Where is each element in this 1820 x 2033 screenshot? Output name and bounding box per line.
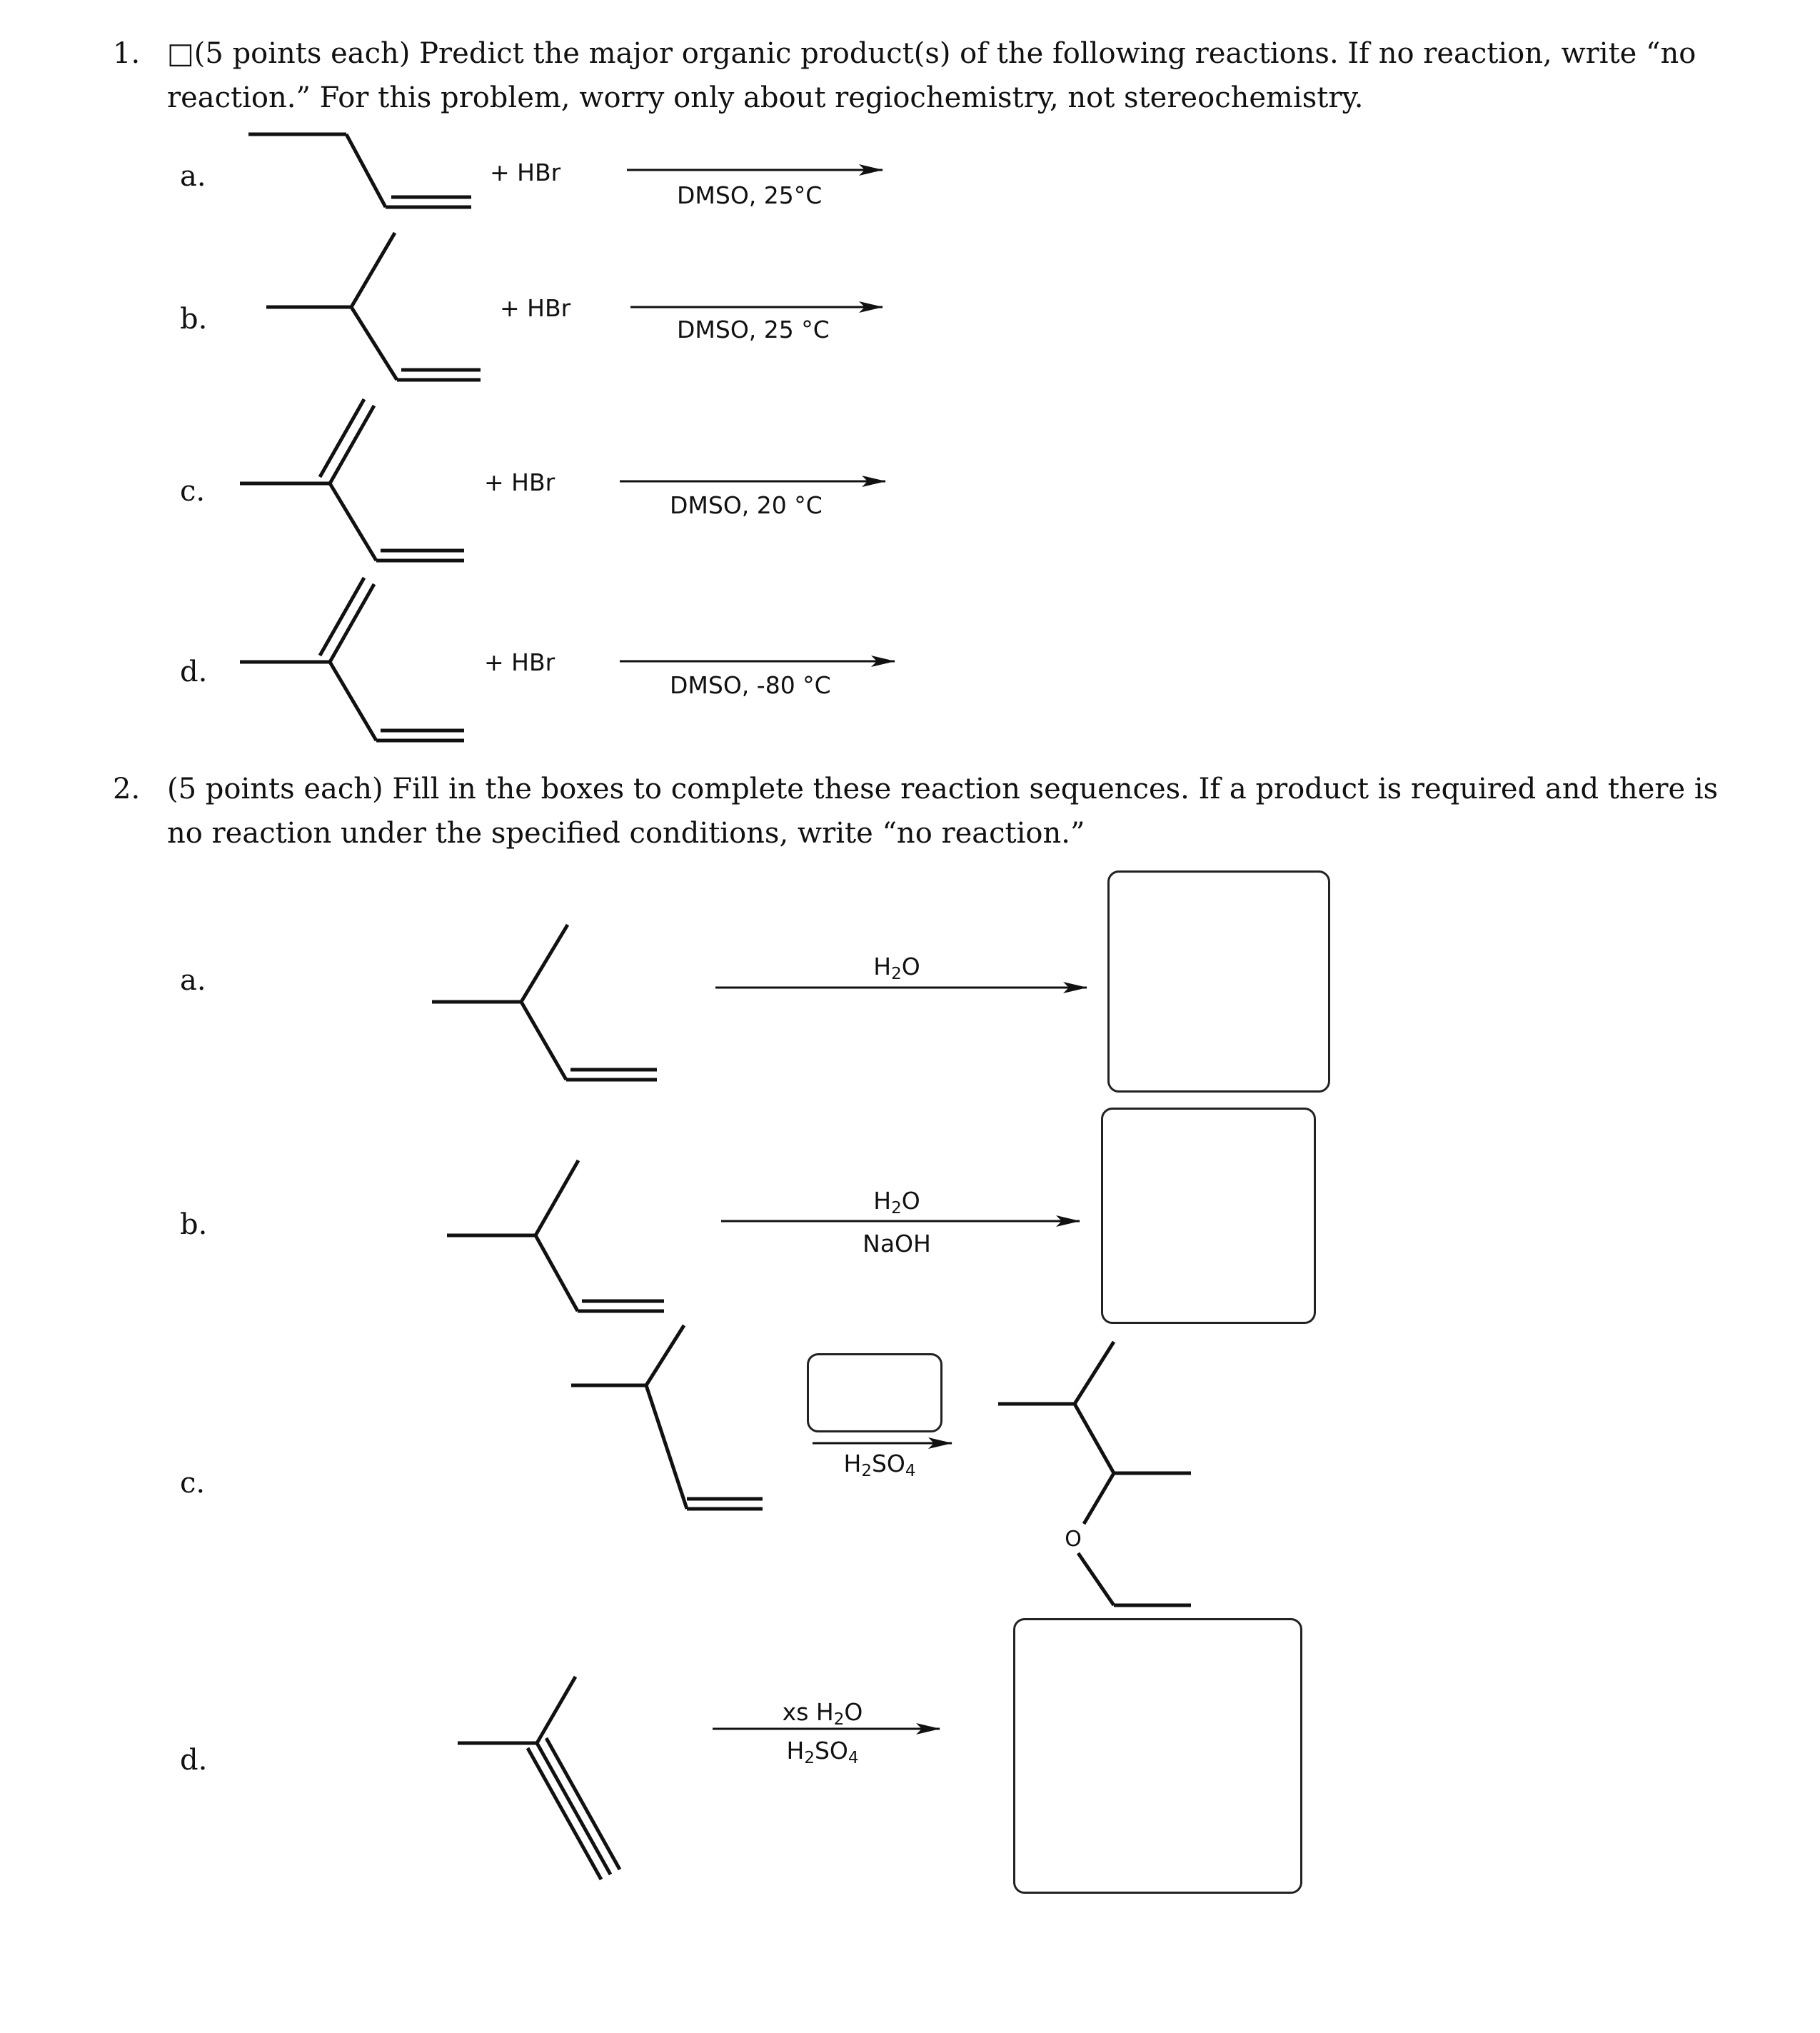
q1b-label: b.: [180, 303, 208, 336]
question-1-number: 1.: [113, 37, 141, 70]
q2c-product-oxygen: O: [1065, 1527, 1082, 1552]
q1c-structure: [240, 399, 464, 561]
q1b-structure: [266, 233, 481, 380]
q1d-condition: DMSO, -80 °C: [670, 671, 831, 699]
q2d-reagent-below: $H_2SO_4$: [786, 1737, 859, 1767]
q1c-condition: DMSO, 20 °C: [670, 491, 823, 519]
q1c-label: c.: [180, 475, 206, 508]
q1a-reagent: + HBr: [490, 159, 561, 186]
q1a-structure: [248, 134, 471, 207]
q2b-reagent-below: NaOH: [863, 1230, 931, 1258]
q1d-reagent: + HBr: [484, 648, 555, 676]
q1d-label: d.: [180, 656, 208, 688]
q2d-reagent-above: xs $H_2O$: [782, 1698, 863, 1729]
q1d-structure: [240, 578, 464, 741]
question-2-text-line-1: (5 points each) Fill in the boxes to complete these reaction sequences. If a product is required and there is: [167, 773, 1719, 805]
q2b-structure: [447, 1160, 664, 1311]
question-2-text-line-2: no reaction under the specified conditions, write “no reaction.”: [167, 817, 1085, 850]
q2c-label: c.: [180, 1467, 206, 1500]
question-1-text-line-2: reaction.” For this problem, worry only about regiochemistry, not stereochemistry.: [167, 81, 1364, 114]
q1b-condition: DMSO, 25 °C: [677, 316, 830, 343]
q2c-reagent-below: $H_2SO_4$: [843, 1450, 916, 1480]
q1a-label: a.: [180, 160, 206, 193]
q2b-label: b.: [180, 1208, 208, 1241]
q1a-condition: DMSO, 25°C: [677, 181, 823, 209]
q1b-reagent: + HBr: [500, 294, 571, 322]
q1c-reagent: + HBr: [484, 468, 555, 496]
q2b-reagent-above: $H_2O$: [873, 1187, 920, 1218]
q2c-product-structure: [998, 1342, 1191, 1605]
q2d-label: d.: [180, 1744, 208, 1777]
q2c-structure: [571, 1325, 763, 1509]
q2a-structure: [432, 925, 657, 1080]
q2a-label: a.: [180, 964, 206, 997]
question-2-number: 2.: [113, 773, 141, 805]
question-1-text-line-1: □(5 points each) Predict the major organic product(s) of the following reactions. If no reaction, write “no: [167, 37, 1696, 70]
q2d-structure: [458, 1677, 620, 1879]
q2a-reagent-above: $H_2O$: [873, 953, 920, 983]
